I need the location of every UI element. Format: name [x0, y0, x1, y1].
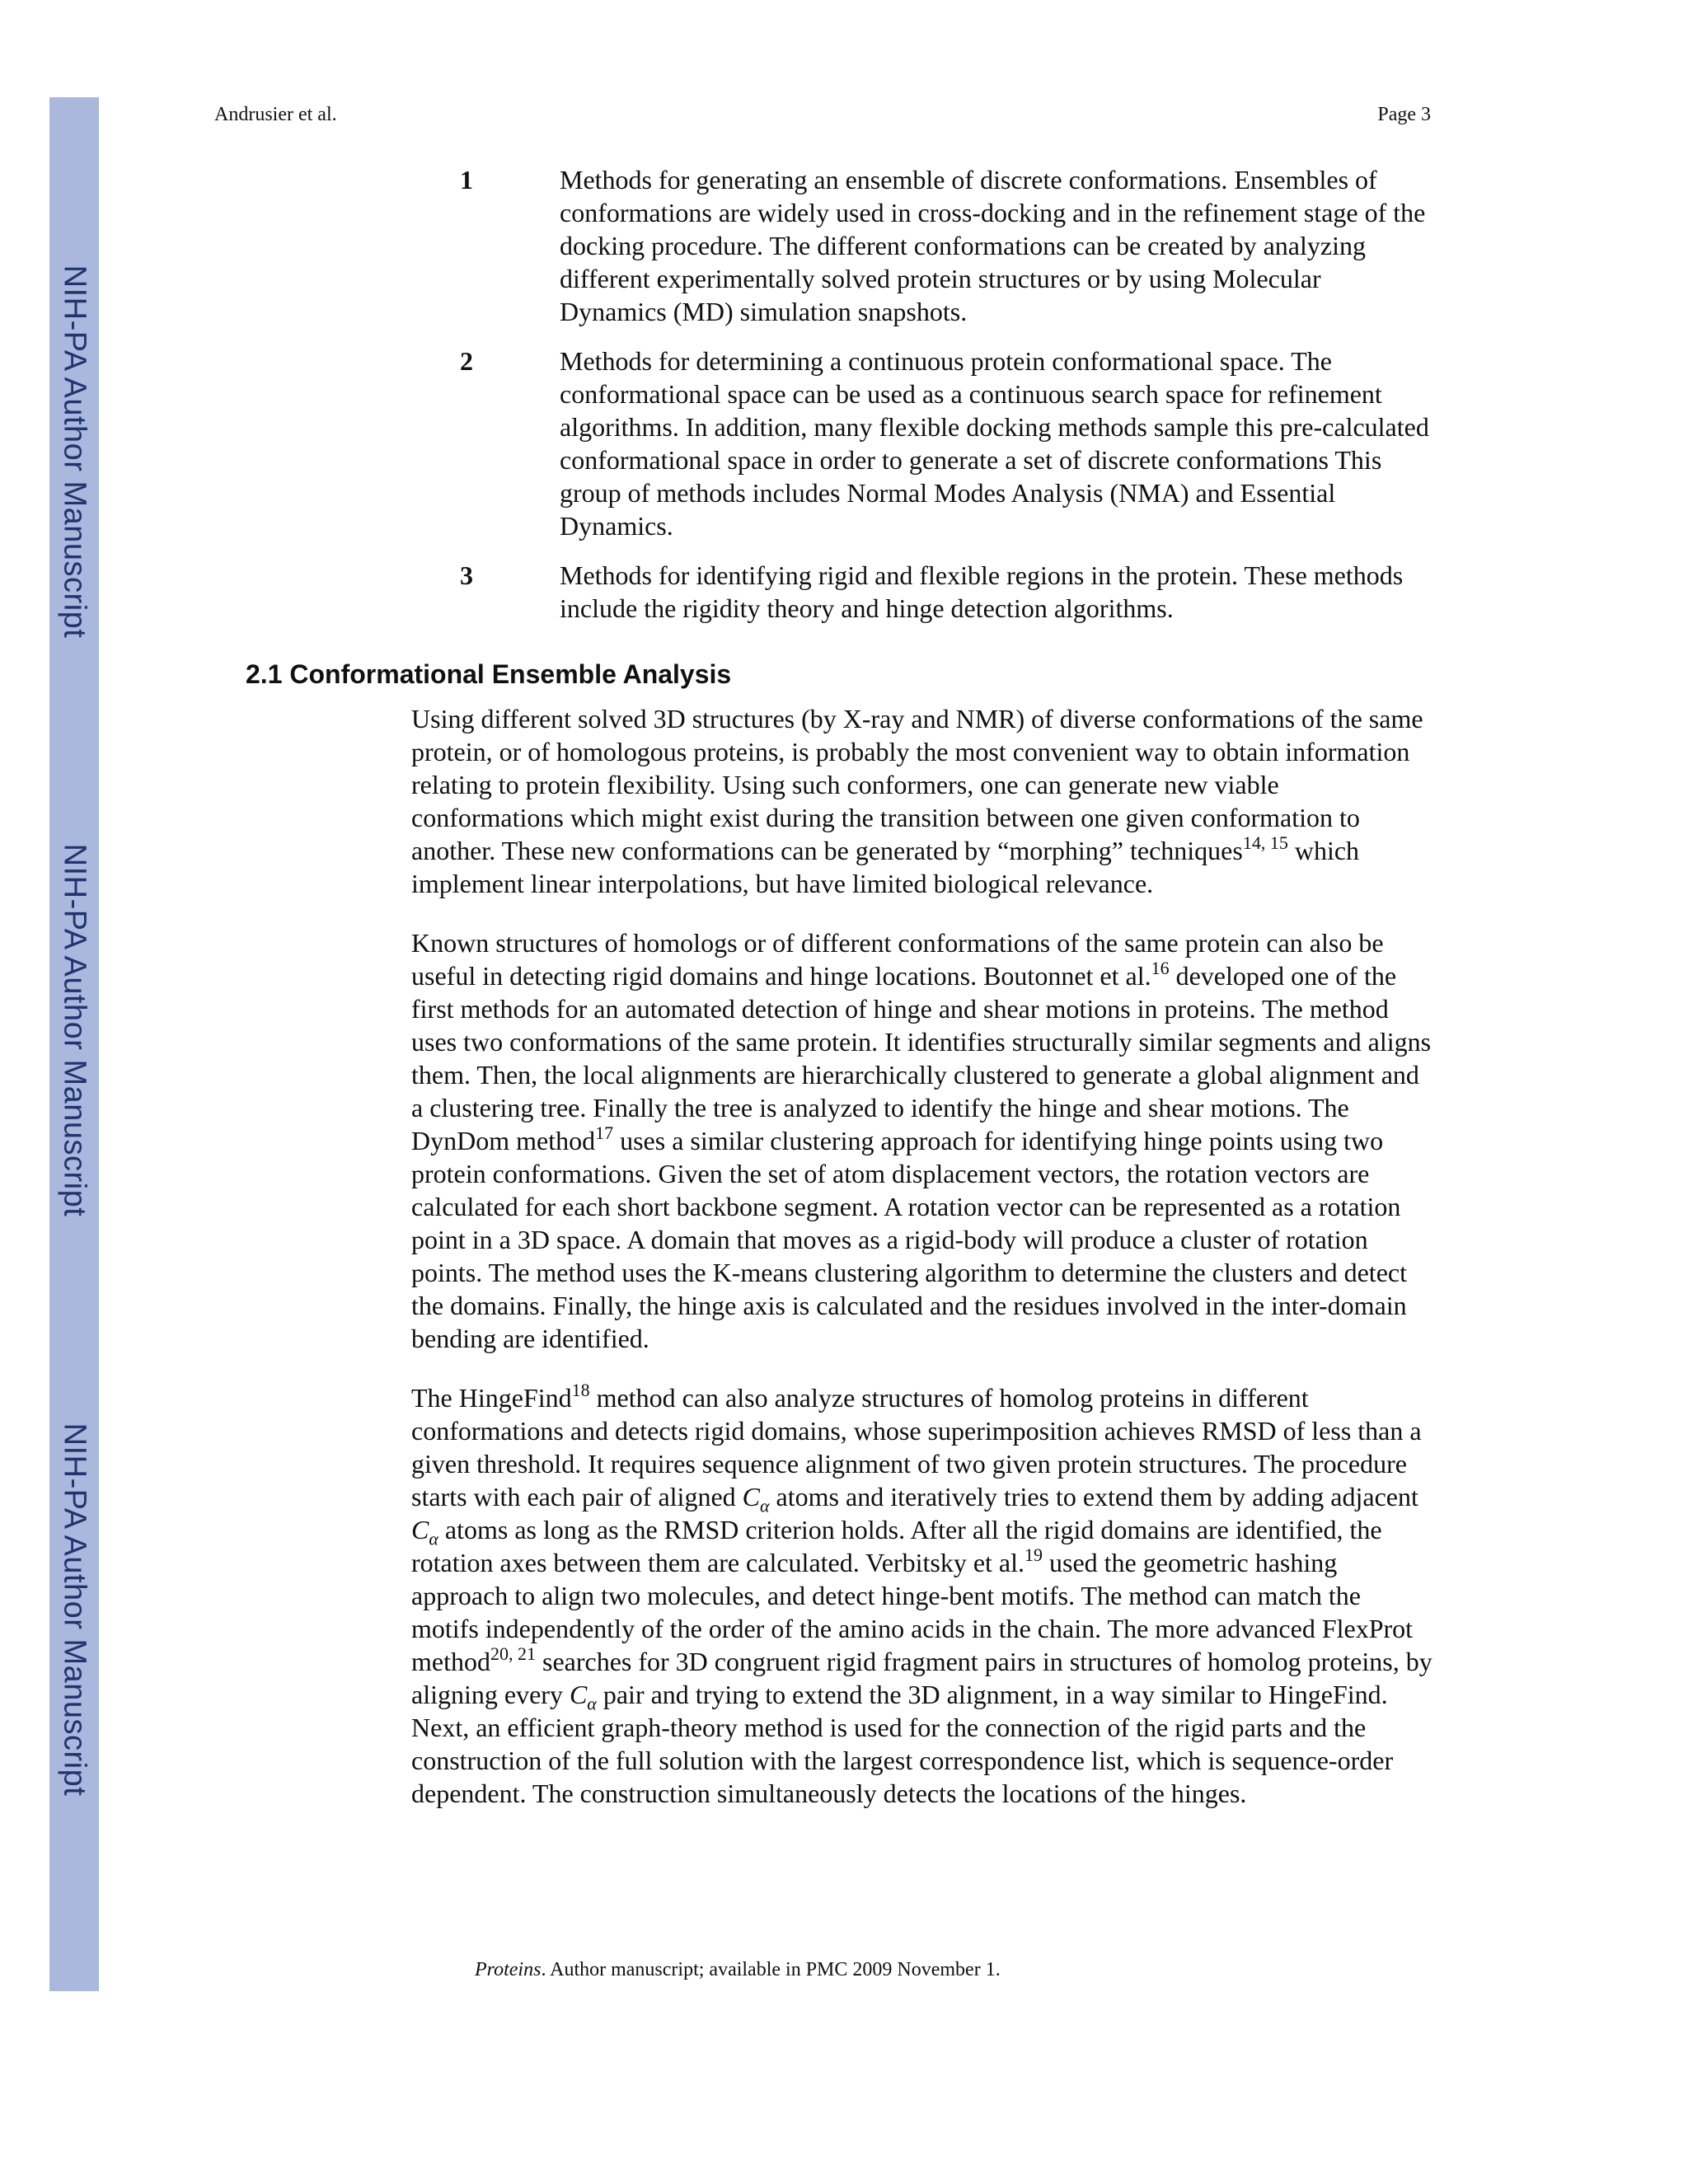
- journal-name: Proteins: [475, 1959, 542, 1980]
- c-alpha-symbol: $C_\alpha$: [742, 1482, 770, 1516]
- list-text: Methods for identifying rigid and flexible regions in the protein. These methods include the rigidity theory and hinge detection algorithms.: [560, 560, 1404, 623]
- paragraph-2: Known structures of homologs or of different conformations of the same protein can also be useful in detecting rigid domains and hinge locations. Boutonnet et al.$^{16}$ developed one of the first methods for an automated detection of hinge and shear motions in proteins. The method uses two conformations of the same protein. It identifies structurally similar segments and aligns them. Then, the local alignments are hierarchically clustered to generate a global alignment and a clustering tree. Finally the tree is analyzed to identify the hinge and shear motions. The DynDom method$^{17}$ uses a similar clustering approach for identifying hinge points using two protein conformations. Given the set of atom displacement vectors, the rotation vectors are calculated for each short backbone segment. A rotation vector can be represented as a rotation point in a 3D space. A domain that moves as a rigid-body will produce a cluster of rotation points. The method uses the K-means clustering algorithm to determine the clusters and detect the domains. Finally, the hinge axis is calculated and the residues involved in the inter-domain bending are identified.: [411, 928, 1432, 1353]
- citation: 16: [1151, 957, 1170, 978]
- list-item: [462, 559, 1434, 625]
- c-alpha-symbol: $C_\alpha$: [569, 1680, 597, 1714]
- citation: 18: [571, 1379, 590, 1400]
- citation: 19: [1025, 1544, 1043, 1565]
- footer-citation: Proteins. Author manuscript; available in PMC 2009 November 1.: [475, 1959, 1001, 1980]
- methods-list: [462, 163, 1434, 641]
- list-text: Methods for generating an ensemble of discrete conformations. Ensembles of conformations are widely used in cross-docking and in the refinement stage of the docking procedure. The different conformations can be created by analyzing different experimentally solved protein structures or by using Molecular Dynamics (MD) simulation snapshots.: [560, 165, 1426, 326]
- running-header-authors: Andrusier et al.: [214, 104, 337, 125]
- list-number: 1: [460, 165, 473, 194]
- list-text: Methods for determining a continuous protein conformational space. The conformational space can be used as a continuous search space for refinement algorithms. In addition, many flexible docking methods sample this pre-calculated conformational space in order to generate a set of discrete conformations This group of methods includes Normal Modes Analysis (NMA) and Essential Dynamics.: [560, 346, 1429, 541]
- list-item: [462, 163, 1434, 328]
- citation: 20, 21: [490, 1643, 536, 1664]
- citation: 14, 15: [1242, 832, 1288, 853]
- list-number: 2: [460, 346, 473, 376]
- page-number: Page 3: [1377, 104, 1431, 125]
- citation: 17: [595, 1122, 614, 1143]
- list-number: 3: [460, 560, 473, 590]
- section-heading: 2.1 Conformational Ensemble Analysis: [246, 659, 732, 689]
- c-alpha-symbol: $C_\alpha$: [411, 1515, 438, 1549]
- paragraph-3: The HingeFind$^{18}$ method can also analyze structures of homolog proteins in different conformations and detects rigid domains, whose superimposition achieves RMSD of less than a given threshold. It requires sequence alignment of two given protein structures. The procedure starts with each pair of aligned $C_\alpha$ atoms and iteratively tries to extend them by adding adjacent $C_\alpha$ atoms as long as the RMSD criterion holds. After all the rigid domains are identified, the rotation axes between them are calculated. Verbitsky et al.$^{19}$ used the geometric hashing approach to align two molecules, and detect hinge-bent motifs. The method can match the motifs independently of the order of the amino acids in the chain. The more advanced FlexProt method$^{20, 21}$ searches for 3D congruent rigid fragment pairs in structures of homolog proteins, by aligning every $C_\alpha$ pair and trying to extend the 3D alignment, in a way similar to HingeFind. Next, an efficient graph-theory method is used for the connection of the rigid parts and the construction of the full solution with the largest correspondence list, which is sequence-order dependent. The construction simultaneously detects the locations of the hinges.: [411, 1379, 1432, 1808]
- paragraph-1: Using different solved 3D structures (by X-ray and NMR) of diverse conformations of the same protein, or of homologous proteins, is probably the most convenient way to obtain information relating to protein flexibility. Using such conformers, one can generate new viable conformations which might exist during the transition between one given conformation to another. These new conformations can be generated by “morphing” techniques$^{14, 15}$ which implement linear interpolations, but have limited biological relevance.: [411, 704, 1423, 898]
- section-body: [411, 702, 1433, 1836]
- list-item: [462, 344, 1434, 542]
